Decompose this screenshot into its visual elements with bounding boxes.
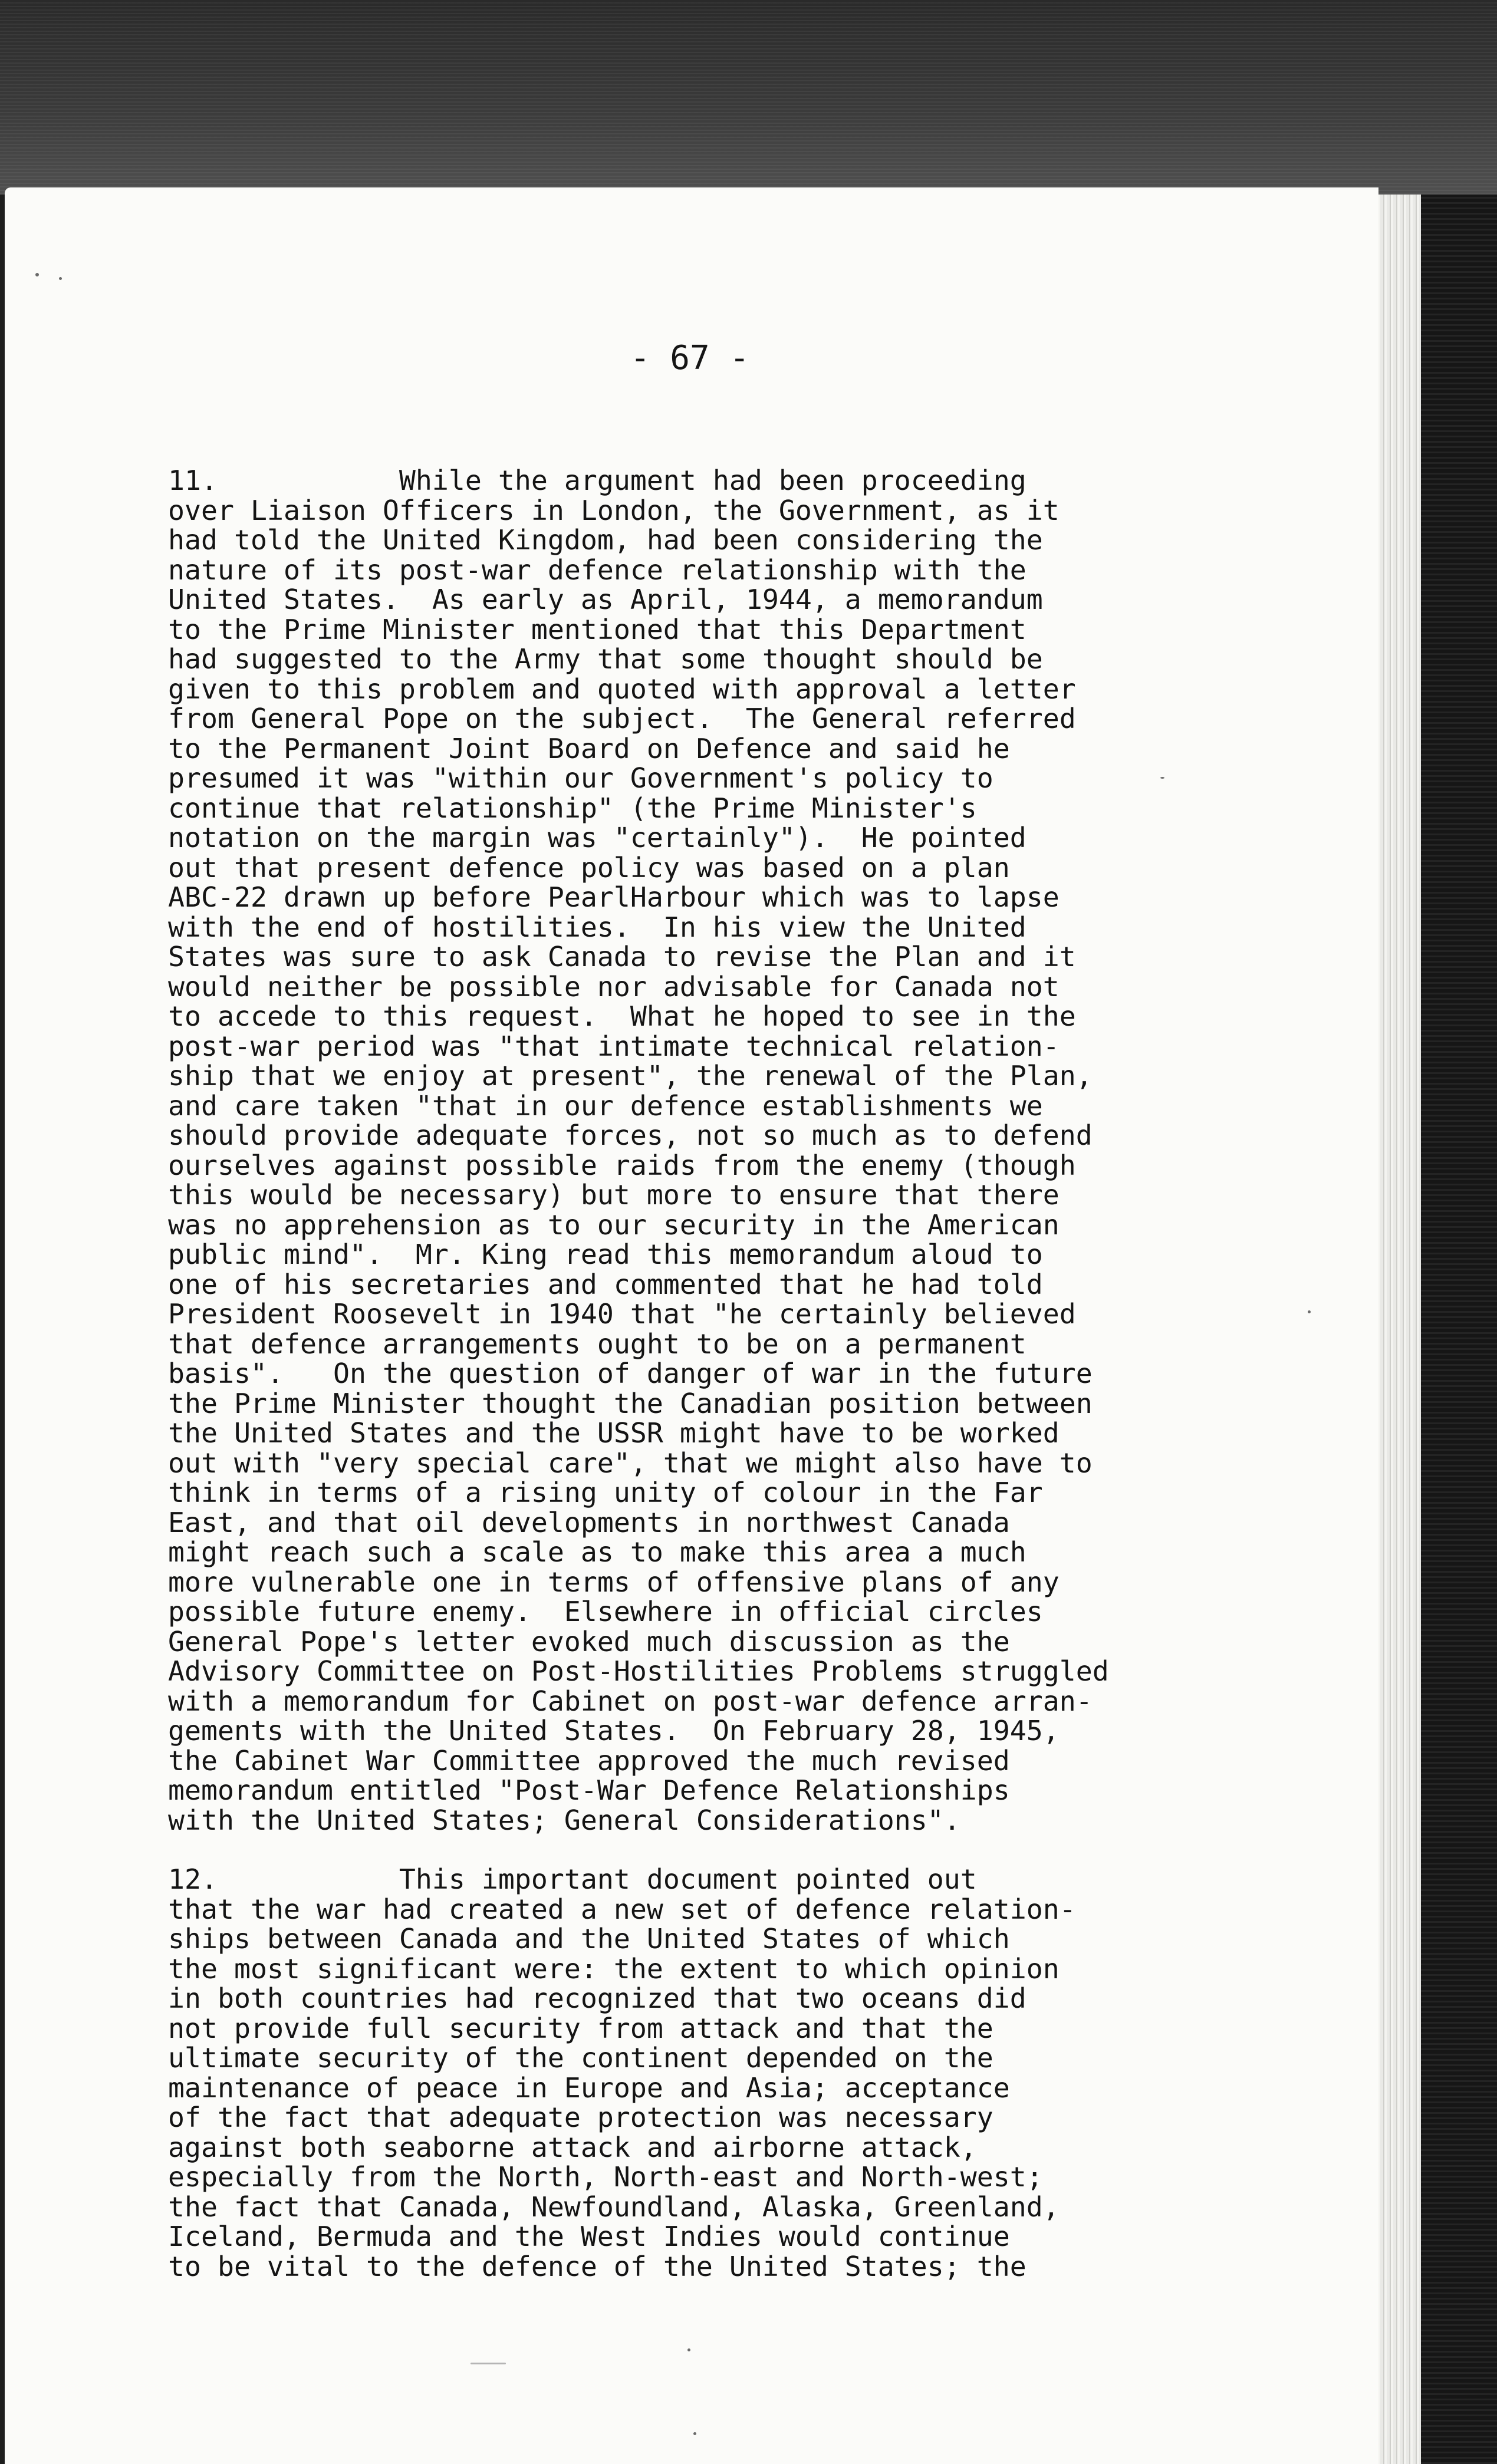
text-line: might reach such a scale as to make this area a much xyxy=(168,1536,1026,1568)
text-line: United States. As early as April, 1944, a memorandum xyxy=(168,584,1043,615)
text-line: maintenance of peace in Europe and Asia; acceptance xyxy=(168,2071,1010,2104)
paragraph-11 xyxy=(168,466,1109,1835)
text-line: with a memorandum for Cabinet on post-war defence arran- xyxy=(168,1685,1093,1717)
text-line: one of his secretaries and commented that he had told xyxy=(168,1268,1043,1300)
text-line: presumed it was "within our Government's policy to xyxy=(168,762,993,794)
text-line: General Pope's letter evoked much discussion as the xyxy=(168,1625,1010,1658)
text-line: over Liaison Officers in London, the Government, as it xyxy=(168,494,1060,526)
text-line: not provide full security from attack and that the xyxy=(168,2012,993,2044)
text-line: of the fact that adequate protection was necessary xyxy=(168,2101,993,2133)
text-line: and care taken "that in our defence establishments we xyxy=(168,1089,1043,1122)
scan-background-top xyxy=(0,0,1497,195)
ink-speck xyxy=(35,273,39,276)
text-line: that defence arrangements ought to be on a permanent xyxy=(168,1327,1026,1360)
text-line: post-war period was "that intimate technical relation- xyxy=(168,1030,1060,1062)
text-line: Iceland, Bermuda and the West Indies would continue xyxy=(168,2221,1010,2252)
paragraph-12 xyxy=(168,1865,1076,2281)
text-line: States was sure to ask Canada to revise the Plan and it xyxy=(168,941,1076,973)
text-line: to be vital to the defence of the United States; the xyxy=(168,2250,1026,2282)
text-line: would neither be possible nor advisable for Canada not xyxy=(168,970,1060,1003)
ink-smudge xyxy=(471,2363,506,2364)
text-line: with the end of hostilities. In his view the United xyxy=(168,911,1026,943)
text-line: with the United States; General Considerations". xyxy=(168,1804,960,1836)
page-stack-edges xyxy=(1374,195,1421,2464)
ink-speck xyxy=(1308,1310,1311,1313)
text-line: President Roosevelt in 1940 that "he certainly believed xyxy=(168,1298,1076,1330)
text-line: especially from the North, North-east and North-west; xyxy=(168,2161,1043,2193)
text-line: in both countries had recognized that two oceans did xyxy=(168,1982,1026,2014)
text-line: 12. This important document pointed out xyxy=(168,1863,977,1895)
text-line: 11. While the argument had been proceeding xyxy=(168,465,1026,496)
text-line: to the Prime Minister mentioned that this Department xyxy=(168,613,1026,645)
text-line: think in terms of a rising unity of colour in the Far xyxy=(168,1477,1043,1508)
text-line: ship that we enjoy at present", the renewal of the Plan, xyxy=(168,1060,1093,1092)
text-line: the Cabinet War Committee approved the much revised xyxy=(168,1744,1010,1777)
text-line: ultimate security of the continent depended on the xyxy=(168,2042,993,2074)
text-line: the Prime Minister thought the Canadian position between xyxy=(168,1387,1093,1419)
text-line: Advisory Committee on Post-Hostilities Problems struggled xyxy=(168,1655,1109,1687)
text-line: ships between Canada and the United States of which xyxy=(168,1923,1010,1955)
text-line: that the war had created a new set of defence relation- xyxy=(168,1893,1076,1925)
text-line: from General Pope on the subject. The General referred xyxy=(168,703,1076,734)
text-line: this would be necessary) but more to ensure that there xyxy=(168,1179,1060,1211)
text-line: was no apprehension as to our security in the American xyxy=(168,1208,1060,1241)
text-line: against both seaborne attack and airborne attack, xyxy=(168,2131,977,2163)
text-line: the most significant were: the extent to which opinion xyxy=(168,1952,1060,1985)
text-line: more vulnerable one in terms of offensive plans of any xyxy=(168,1566,1060,1598)
text-line: ourselves against possible raids from the enemy (though xyxy=(168,1149,1076,1181)
text-line: to the Permanent Joint Board on Defence and said he xyxy=(168,732,1010,765)
text-line: the fact that Canada, Newfoundland, Alaska, Greenland, xyxy=(168,2190,1060,2223)
text-line: to accede to this request. What he hoped to see in the xyxy=(168,1000,1076,1032)
ink-speck xyxy=(693,2432,696,2435)
scan-background-right xyxy=(1421,195,1497,2464)
text-line: had suggested to the Army that some thought should be xyxy=(168,643,1043,675)
text-line: had told the United Kingdom, had been considering the xyxy=(168,524,1043,556)
text-line: gements with the United States. On February 28, 1945, xyxy=(168,1715,1060,1747)
text-line: public mind". Mr. King read this memorandum aloud to xyxy=(168,1238,1043,1270)
text-line: out that present defence policy was based on a plan xyxy=(168,851,1010,884)
ink-speck xyxy=(1160,777,1164,779)
text-line: basis". On the question of danger of war in the future xyxy=(168,1358,1093,1389)
text-line: given to this problem and quoted with approval a letter xyxy=(168,673,1076,705)
text-line: should provide adequate forces, not so much as to defend xyxy=(168,1119,1093,1151)
text-line: the United States and the USSR might have to be worked xyxy=(168,1417,1060,1449)
text-line: nature of its post-war defence relationship with the xyxy=(168,554,1026,586)
ink-speck xyxy=(59,277,62,280)
text-line: out with "very special care", that we might also have to xyxy=(168,1447,1093,1479)
text-line: notation on the margin was "certainly"). He pointed xyxy=(168,822,1026,854)
page-number: - 67 - xyxy=(630,339,750,377)
ink-speck xyxy=(687,2348,690,2351)
text-line: memorandum entitled "Post-War Defence Relationships xyxy=(168,1774,1010,1806)
text-line: ABC-22 drawn up before PearlHarbour which was to lapse xyxy=(168,881,1060,913)
text-line: continue that relationship" (the Prime Minister's xyxy=(168,792,977,824)
text-line: possible future enemy. Elsewhere in official circles xyxy=(168,1596,1043,1628)
text-line: East, and that oil developments in northwest Canada xyxy=(168,1506,1010,1539)
